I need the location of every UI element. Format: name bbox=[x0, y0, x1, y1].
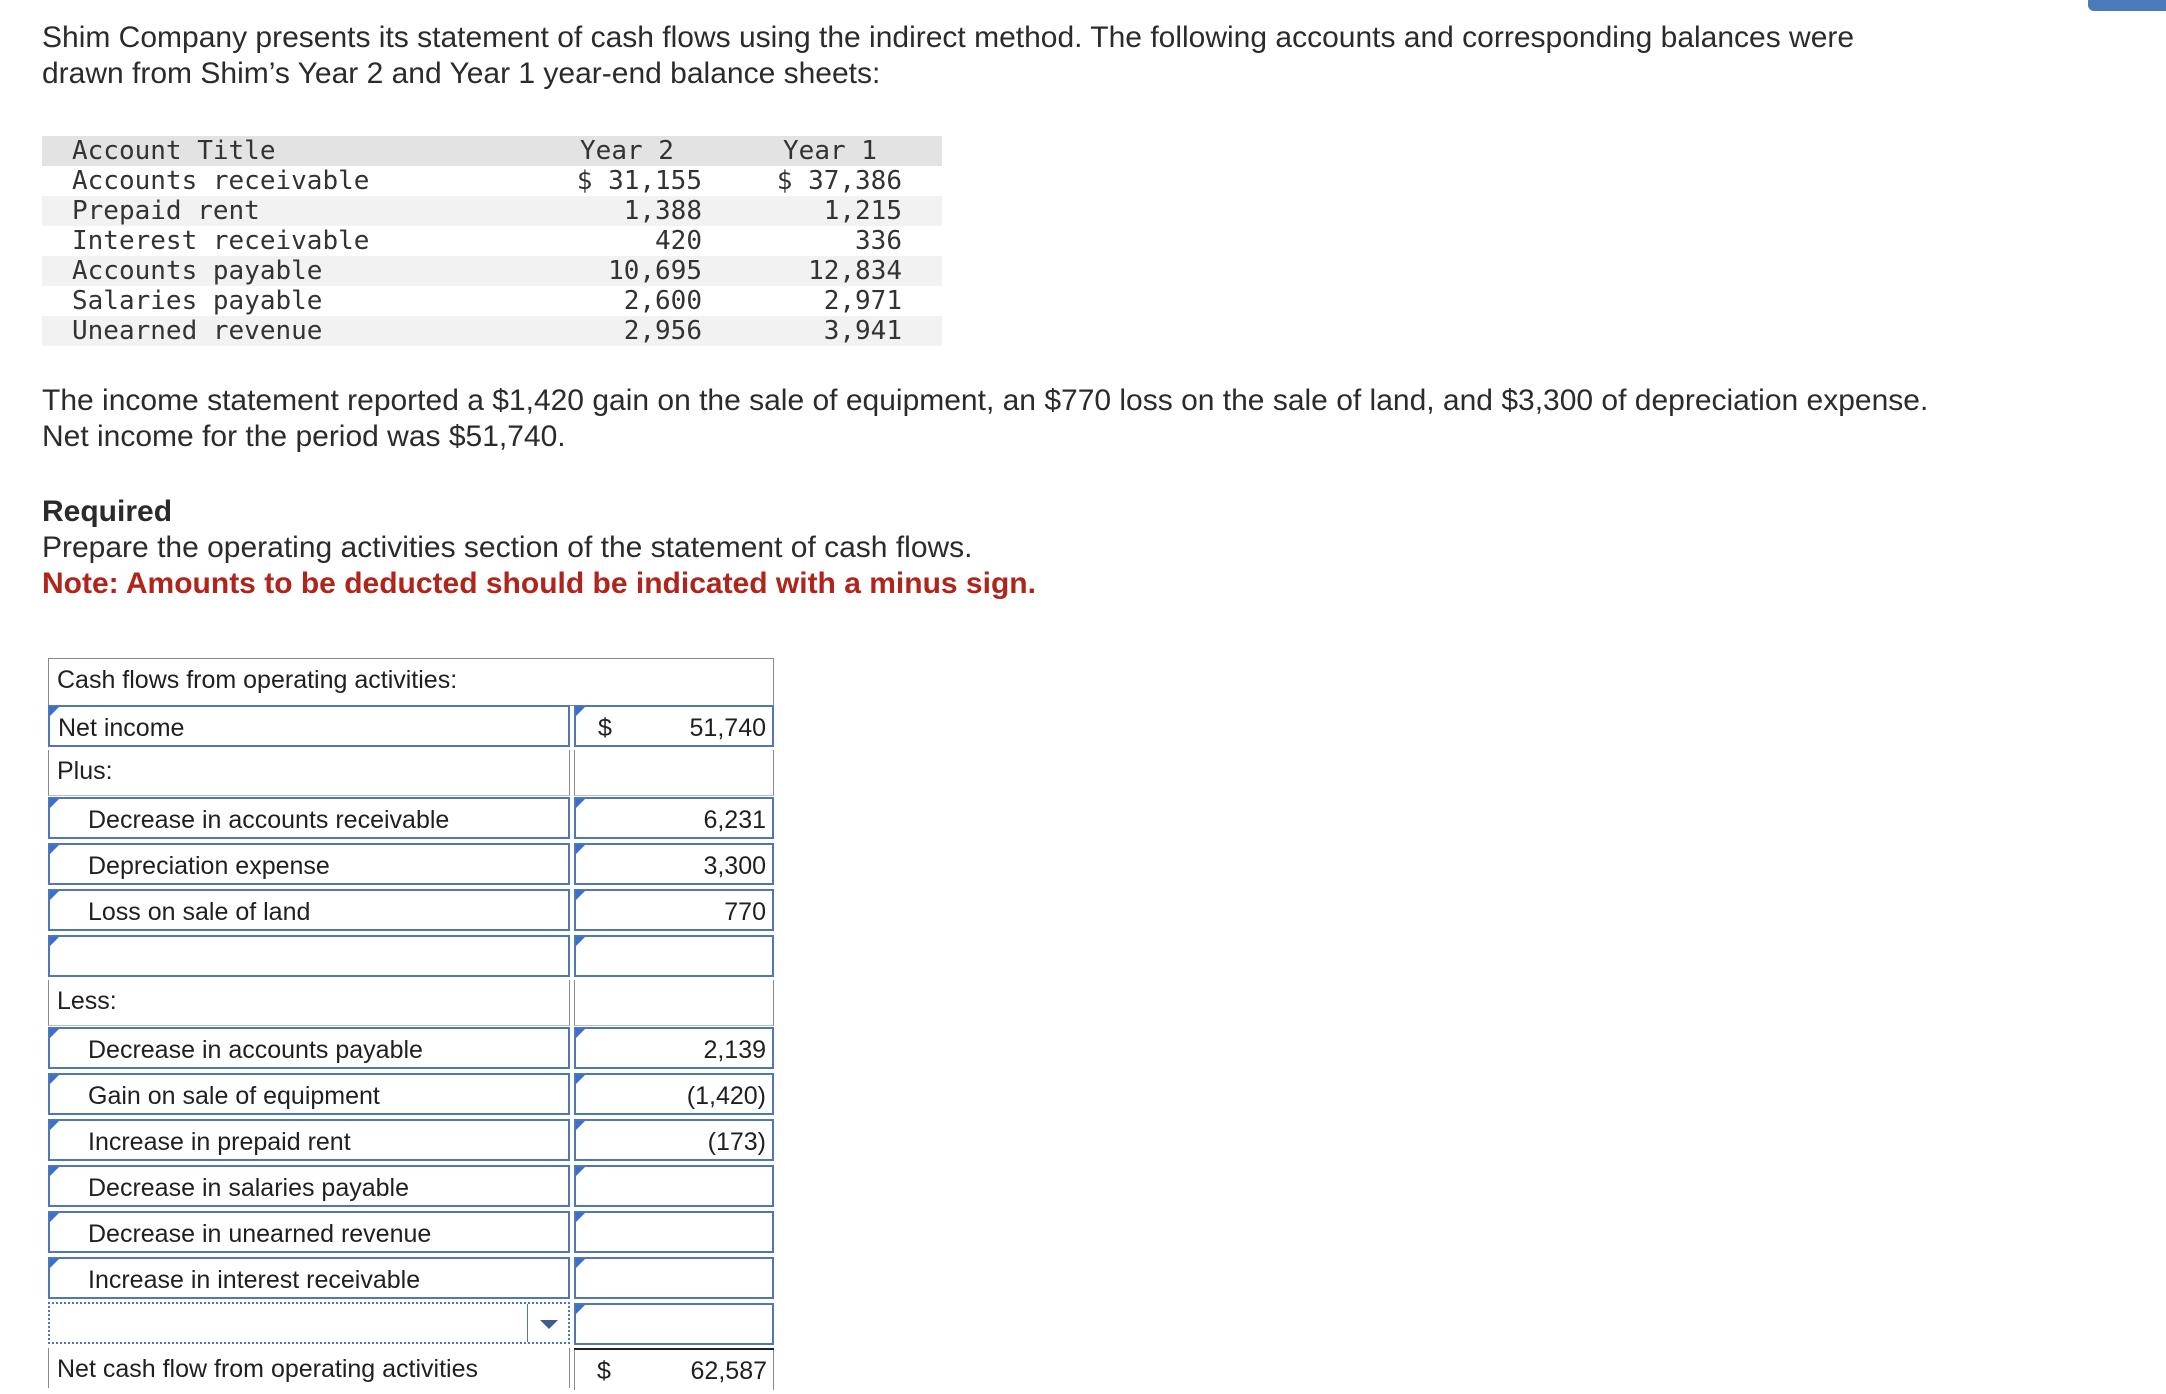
intro-paragraph: Shim Company presents its statement of cash flows using the indirect method. The following accounts and corresponding balances were drawn from Shim’s Year 2 and Year 1 year-end balance sheets: bbox=[42, 21, 1855, 90]
less-empty-amount bbox=[574, 980, 774, 1026]
plus-label: Plus: bbox=[48, 750, 570, 796]
account-title: Prepaid rent bbox=[72, 196, 260, 226]
total-label: Net cash flow from operating activities bbox=[48, 1348, 570, 1388]
header-year1: Year 1 bbox=[783, 136, 877, 166]
less-item-amount-field[interactable] bbox=[574, 1165, 774, 1207]
net-income-label: Net income bbox=[58, 714, 185, 742]
less-item-value: (173) bbox=[707, 1128, 766, 1156]
less-item-label: Increase in interest receivable bbox=[88, 1266, 421, 1294]
less-item-row bbox=[48, 1026, 774, 1072]
operating-activities-worksheet bbox=[48, 658, 774, 1388]
required-heading: Required bbox=[42, 495, 173, 528]
less-item-label-field[interactable] bbox=[48, 1211, 570, 1253]
year1-value: $ 37,386 bbox=[776, 166, 902, 196]
plus-item-value: 6,231 bbox=[703, 806, 766, 834]
income-statement-paragraph: The income statement reported a $1,420 gain on the sale of equipment, an $770 loss on the sale of land, and $3,300 of depreciation expense. Net income for the period was $51,740. bbox=[42, 384, 1929, 453]
less-row bbox=[48, 980, 774, 1026]
plus-item-label: Decrease in accounts receivable bbox=[88, 806, 450, 834]
plus-item-amount-field[interactable] bbox=[574, 843, 774, 885]
balance-sheet-header bbox=[42, 136, 942, 166]
year1-value: 1,215 bbox=[823, 196, 902, 226]
required-instructions: Prepare the operating activities section of the statement of cash flows. bbox=[42, 531, 973, 564]
balance-sheet-row bbox=[42, 256, 942, 286]
plus-item-label: Depreciation expense bbox=[88, 852, 330, 880]
plus-item-label-field[interactable] bbox=[48, 935, 570, 977]
dollar-sign: $ bbox=[598, 714, 612, 742]
less-item-label-field[interactable] bbox=[48, 1119, 570, 1161]
less-item-row bbox=[48, 1164, 774, 1210]
less-item-label-field[interactable] bbox=[48, 1027, 570, 1069]
plus-item-value: 3,300 bbox=[703, 852, 766, 880]
less-item-label: Decrease in unearned revenue bbox=[88, 1220, 432, 1248]
less-item-value: (1,420) bbox=[686, 1082, 766, 1110]
account-title: Accounts receivable bbox=[72, 166, 370, 196]
worksheet-header: Cash flows from operating activities: bbox=[57, 666, 458, 694]
chevron-down-icon[interactable] bbox=[527, 1304, 568, 1342]
plus-item-amount-field[interactable] bbox=[574, 935, 774, 977]
dropdown-row bbox=[48, 1302, 774, 1348]
less-item-label: Decrease in accounts payable bbox=[88, 1036, 423, 1064]
plus-item-amount-field[interactable] bbox=[574, 797, 774, 839]
worksheet-header-row bbox=[48, 658, 774, 706]
plus-item-label: Loss on sale of land bbox=[88, 898, 311, 926]
account-title: Accounts payable bbox=[72, 256, 323, 286]
less-item-amount-field[interactable] bbox=[574, 1211, 774, 1253]
less-item-amount-field[interactable] bbox=[574, 1119, 774, 1161]
less-item-row bbox=[48, 1210, 774, 1256]
account-title: Salaries payable bbox=[72, 286, 323, 316]
dollar-sign: $ bbox=[597, 1357, 611, 1385]
balance-sheet-row bbox=[42, 166, 942, 196]
minus-sign-note: Note: Amounts to be deducted should be indicated with a minus sign. bbox=[42, 567, 1036, 600]
plus-item-label-field[interactable] bbox=[48, 889, 570, 931]
header-year2: Year 2 bbox=[580, 136, 674, 166]
plus-row bbox=[48, 750, 774, 796]
year1-value: 336 bbox=[855, 226, 902, 256]
year2-value: 420 bbox=[655, 226, 702, 256]
plus-item-label-field[interactable] bbox=[48, 797, 570, 839]
less-item-row bbox=[48, 1118, 774, 1164]
net-income-row bbox=[48, 704, 774, 750]
account-title: Interest receivable bbox=[72, 226, 370, 256]
year1-value: 2,971 bbox=[823, 286, 902, 316]
account-title: Unearned revenue bbox=[72, 316, 323, 346]
net-income-amount-field[interactable] bbox=[574, 705, 774, 747]
balance-sheet-table bbox=[42, 136, 942, 346]
less-item-amount-field[interactable] bbox=[574, 1027, 774, 1069]
plus-item-row bbox=[48, 888, 774, 934]
less-item-label-field[interactable] bbox=[48, 1073, 570, 1115]
plus-item-row bbox=[48, 796, 774, 842]
plus-item-row bbox=[48, 842, 774, 888]
plus-item-label-field[interactable] bbox=[48, 843, 570, 885]
less-item-label-field[interactable] bbox=[48, 1257, 570, 1299]
year2-value: $ 31,155 bbox=[576, 166, 702, 196]
less-item-label: Decrease in salaries payable bbox=[88, 1174, 410, 1202]
corner-tab[interactable] bbox=[2088, 0, 2166, 11]
header-account-title: Account Title bbox=[72, 136, 276, 166]
less-label: Less: bbox=[48, 980, 570, 1026]
account-dropdown[interactable] bbox=[48, 1302, 570, 1344]
dropdown-amount-field[interactable] bbox=[574, 1303, 774, 1345]
total-amount bbox=[574, 1350, 774, 1390]
year2-value: 2,956 bbox=[623, 316, 702, 346]
plus-item-row bbox=[48, 934, 774, 980]
year2-value: 1,388 bbox=[623, 196, 702, 226]
less-item-row bbox=[48, 1256, 774, 1302]
balance-sheet-row bbox=[42, 226, 942, 256]
total-value: 62,587 bbox=[690, 1357, 767, 1385]
year2-value: 10,695 bbox=[608, 256, 702, 286]
net-income-value: 51,740 bbox=[689, 714, 766, 742]
less-item-label: Gain on sale of equipment bbox=[88, 1082, 380, 1110]
less-item-row bbox=[48, 1072, 774, 1118]
balance-sheet-row bbox=[42, 286, 942, 316]
net-income-label-field[interactable] bbox=[48, 705, 570, 747]
less-item-label: Increase in prepaid rent bbox=[88, 1128, 351, 1156]
year1-value: 12,834 bbox=[808, 256, 902, 286]
balance-sheet-row bbox=[42, 316, 942, 346]
less-item-value: 2,139 bbox=[703, 1036, 766, 1064]
less-item-amount-field[interactable] bbox=[574, 1073, 774, 1115]
balance-sheet-row bbox=[42, 196, 942, 226]
plus-item-amount-field[interactable] bbox=[574, 889, 774, 931]
year2-value: 2,600 bbox=[623, 286, 702, 316]
plus-empty-amount bbox=[574, 750, 774, 796]
less-item-label-field[interactable] bbox=[48, 1165, 570, 1207]
less-item-amount-field[interactable] bbox=[574, 1257, 774, 1299]
plus-item-value: 770 bbox=[724, 898, 766, 926]
year1-value: 3,941 bbox=[823, 316, 902, 346]
total-row bbox=[48, 1348, 774, 1388]
